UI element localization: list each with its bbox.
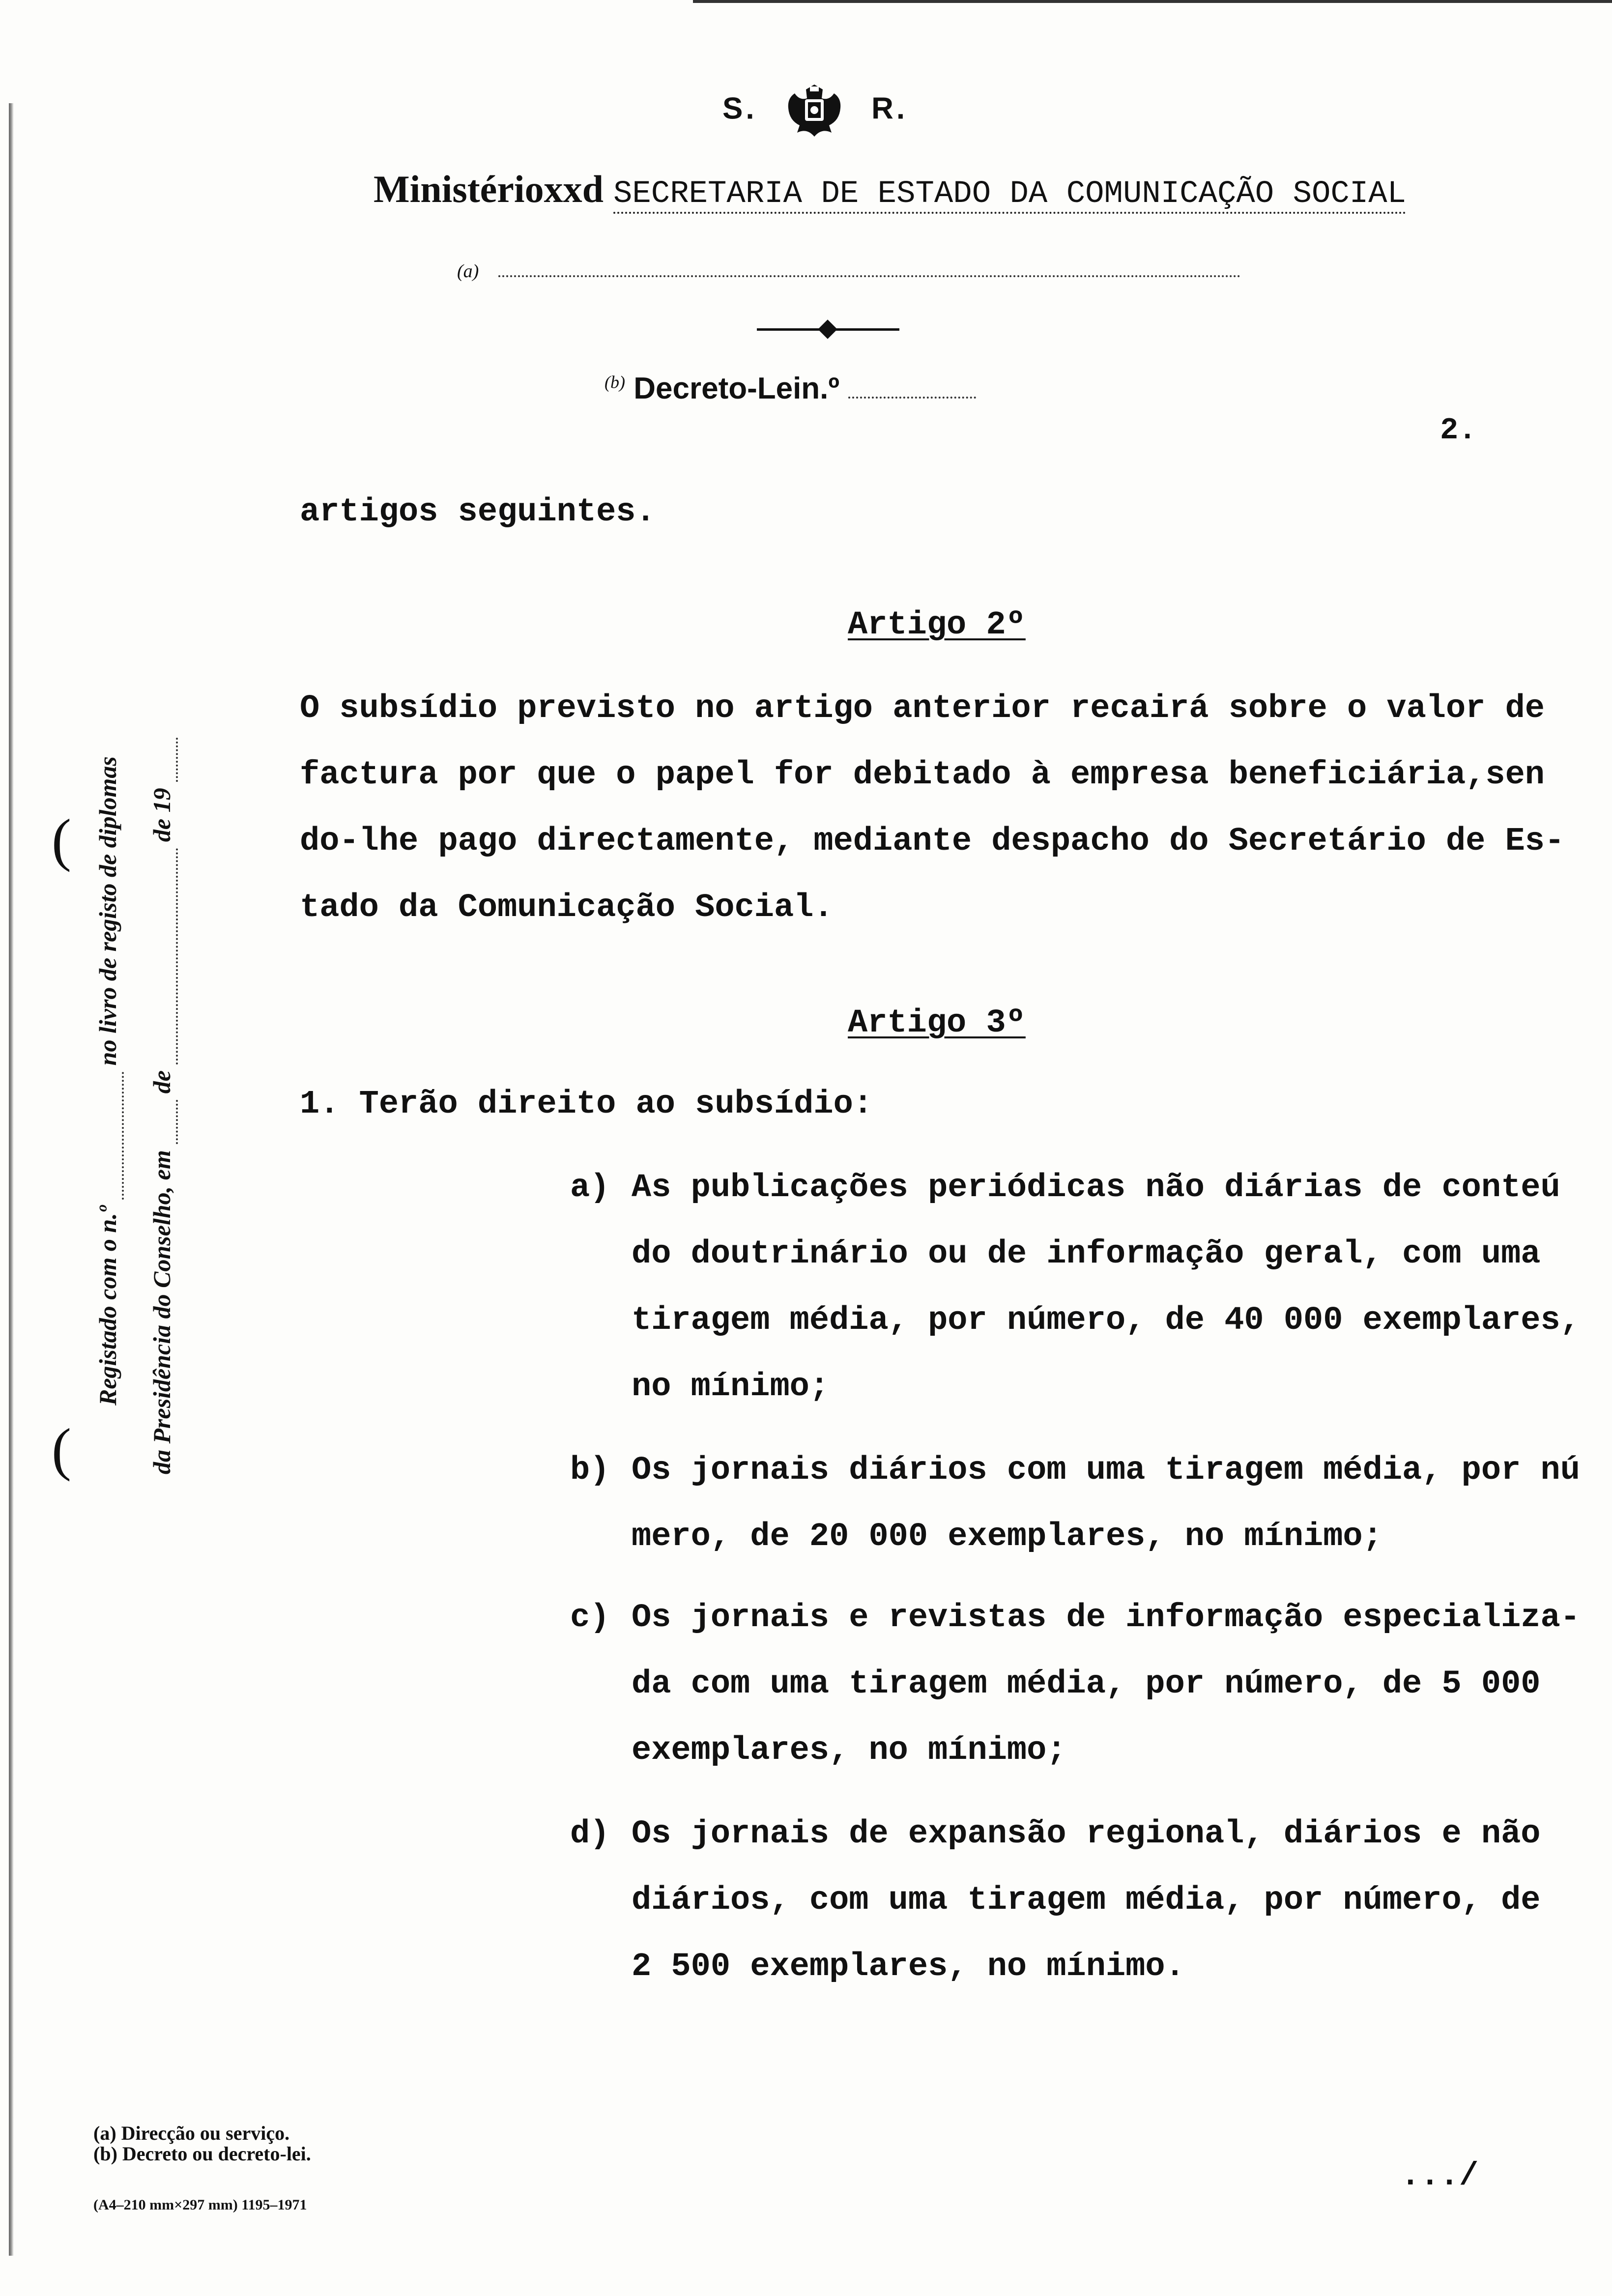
item-c-line-3: exemplares, no mínimo;: [632, 1732, 1066, 1769]
decreto-line: [604, 371, 976, 406]
ministry-value: SECRETARIA DE ESTADO DA COMUNICAÇÃO SOCIAL: [613, 176, 1406, 214]
decreto-number-blank: [848, 397, 976, 399]
decreto-label: Decreto-Lein.º: [633, 372, 840, 405]
header-left-letter: S.: [722, 91, 757, 126]
margin-paren-open: (: [52, 807, 71, 872]
item-d-line-3: 2 500 exemplares, no mínimo.: [632, 1948, 1185, 1985]
article-3-heading: Artigo 3º: [848, 1004, 1026, 1042]
header-sr: [722, 79, 908, 143]
form-code: (A4–210 mm×297 mm) 1195–1971: [93, 2197, 307, 2213]
margin-line-1-prefix: Registado com o n.º: [94, 1205, 121, 1406]
item-b-line-2: mero, de 20 000 exemplares, no mínimo;: [632, 1518, 1382, 1555]
intro-text: artigos seguintes.: [300, 493, 656, 531]
article-2-line-4: tado da Comunicação Social.: [300, 889, 834, 926]
margin-line-1-suffix: no livro de registo de diplomas: [94, 756, 121, 1066]
item-b-line-1: Os jornais diários com uma tiragem média, por nú: [632, 1452, 1580, 1489]
item-a-line-1: As publicações periódicas não diárias de conteú: [632, 1169, 1560, 1206]
item-d-line-2: diários, com uma tiragem média, por número, de: [632, 1882, 1541, 1919]
item-a-line-4: no mínimo;: [632, 1368, 830, 1406]
article-3-intro: 1. Terão direito ao subsídio:: [300, 1086, 873, 1123]
margin-month-blank: [147, 848, 178, 1064]
margin-line-2-mid: de: [148, 1070, 175, 1094]
item-a-line-2: do doutrinário ou de informação geral, com uma: [632, 1235, 1541, 1273]
footnotes: [93, 2123, 311, 2164]
article-2-line-1: O subsídio previsto no artigo anterior recairá sobre o valor de: [300, 690, 1545, 727]
ministry-line: [374, 167, 1406, 214]
margin-number-blank: [93, 1072, 124, 1200]
item-c-label: c): [570, 1599, 610, 1636]
item-a-label: a): [570, 1169, 610, 1206]
field-a-blank: [498, 274, 1240, 277]
article-2-line-3: do-lhe pago directamente, mediante despacho do Secretário de Es-: [300, 823, 1565, 860]
binding-edge: [9, 103, 14, 2256]
header-right-letter: R.: [871, 91, 908, 126]
coat-of-arms-icon: [782, 79, 846, 143]
divider-diamond-icon: [818, 319, 837, 339]
margin-line-2-prefix: da Presidência do Conselho, em: [148, 1150, 175, 1474]
field-a: [457, 260, 1240, 282]
item-a-line-3: tiragem média, por número, de 40 000 exemplares,: [632, 1302, 1580, 1339]
continues-marker: .../: [1401, 2157, 1479, 2194]
margin-line-2: [147, 738, 178, 1474]
field-b-label: (b): [604, 372, 625, 392]
article-2-line-2: factura por que o papel for debitado à empresa beneficiária,sen: [300, 756, 1545, 794]
margin-day-blank: [147, 1100, 178, 1144]
margin-paren-close: (: [52, 1416, 71, 1482]
item-b-label: b): [570, 1452, 610, 1489]
article-2-heading: Artigo 2º: [848, 606, 1026, 644]
margin-line-2-suffix: de 19: [148, 788, 175, 842]
ministry-label: Ministérioxxd: [374, 168, 604, 210]
field-a-label: (a): [457, 261, 479, 282]
margin-line-1: [93, 756, 124, 1406]
top-edge-line: [693, 0, 1612, 3]
page-number: 2.: [1440, 413, 1477, 448]
item-c-line-1: Os jornais e revistas de informação especializa-: [632, 1599, 1580, 1636]
footnote-a: (a) Direcção ou serviço.: [93, 2122, 290, 2144]
item-d-line-1: Os jornais de expansão regional, diários e não: [632, 1815, 1541, 1853]
item-d-label: d): [570, 1815, 610, 1853]
item-c-line-2: da com uma tiragem média, por número, de 5 000: [632, 1665, 1541, 1703]
margin-year-blank: [147, 738, 178, 782]
footnote-b: (b) Decreto ou decreto-lei.: [93, 2143, 311, 2165]
